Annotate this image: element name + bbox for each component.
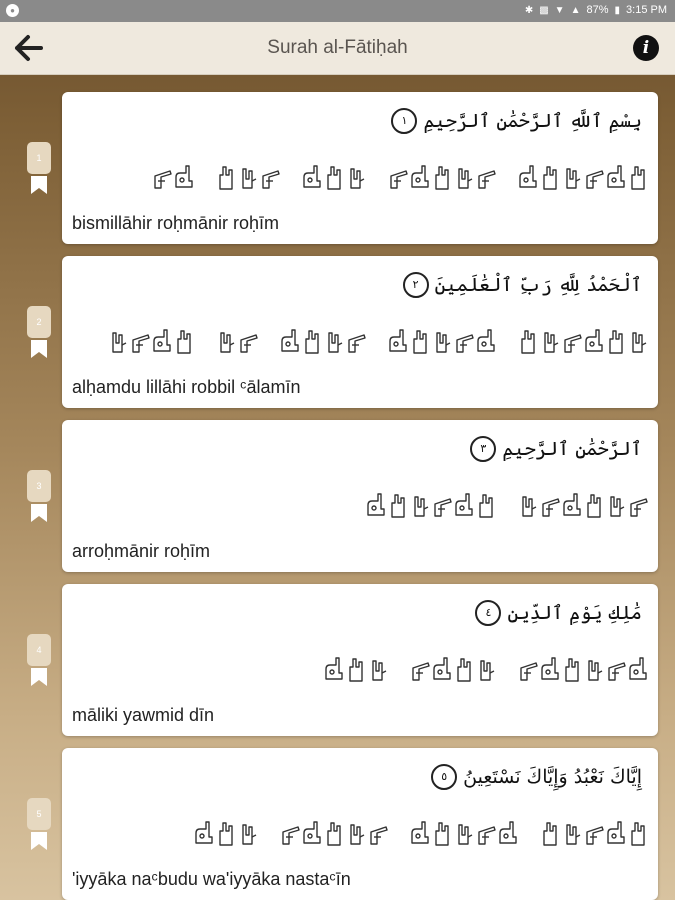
hand-sign-icon xyxy=(626,161,648,195)
hand-sign-icon xyxy=(538,653,560,687)
verse-number: 5 xyxy=(27,798,51,830)
hand-sign-icon xyxy=(366,653,388,687)
hand-sign-icon xyxy=(430,489,452,523)
arabic-text: بِسْمِ ٱللَّهِ ٱلرَّحْمَٰنِ ٱلرَّحِيمِ xyxy=(423,110,642,132)
hand-sign-icon xyxy=(214,817,236,851)
ayah-marker-icon: ٥ xyxy=(431,764,457,790)
verse-card-5[interactable] xyxy=(62,748,658,900)
sign-language-row xyxy=(150,158,648,198)
hand-sign-icon xyxy=(192,817,214,851)
hand-sign-icon xyxy=(582,325,604,359)
hand-sign-icon xyxy=(604,653,626,687)
battery-icon: ▮ xyxy=(614,4,621,16)
hand-sign-icon xyxy=(560,817,582,851)
hand-sign-icon xyxy=(344,653,366,687)
arabic-verse xyxy=(431,764,642,790)
hand-sign-icon xyxy=(322,817,344,851)
hand-sign-icon xyxy=(128,325,150,359)
hand-sign-icon xyxy=(322,161,344,195)
wifi-icon: ▼ xyxy=(554,4,565,16)
hand-sign-icon xyxy=(604,325,626,359)
hand-sign-icon xyxy=(516,489,538,523)
verse-number: 3 xyxy=(27,470,51,502)
hand-sign-icon xyxy=(496,817,518,851)
hand-sign-icon xyxy=(582,489,604,523)
hand-sign-icon xyxy=(386,489,408,523)
transliteration: bismillāhir roḥmānir roḥīm xyxy=(72,213,280,233)
arabic-text: ٱلْحَمْدُ لِلَّهِ رَبِّ ٱلْعَٰلَمِينَ xyxy=(434,274,642,296)
hand-sign-icon xyxy=(386,325,408,359)
hand-sign-icon xyxy=(430,325,452,359)
hand-sign-icon xyxy=(408,489,430,523)
hand-sign-icon xyxy=(560,161,582,195)
sign-word-group xyxy=(278,325,366,359)
notification-icon: ● xyxy=(6,4,19,17)
ayah-marker-icon: ٢ xyxy=(403,272,429,298)
sign-word-group xyxy=(408,817,518,851)
hand-sign-icon xyxy=(474,817,496,851)
bookmark-icon xyxy=(30,832,48,850)
hand-sign-icon xyxy=(278,325,300,359)
hand-sign-icon xyxy=(474,653,496,687)
arabic-text: إِيَّاكَ نَعْبُدُ وَإِيَّاكَ نَسْتَعِينُ xyxy=(463,766,642,788)
hand-sign-icon xyxy=(408,817,430,851)
hand-sign-icon xyxy=(626,653,648,687)
hand-sign-icon xyxy=(214,161,236,195)
hand-sign-icon xyxy=(430,817,452,851)
hand-sign-icon xyxy=(538,489,560,523)
hand-sign-icon xyxy=(408,325,430,359)
status-bar-right xyxy=(525,4,667,16)
hand-sign-icon xyxy=(150,325,172,359)
sign-word-group xyxy=(516,325,648,359)
sign-word-group xyxy=(516,489,648,523)
clock: 3:15 PM xyxy=(626,4,667,16)
hand-sign-icon xyxy=(344,161,366,195)
hand-sign-icon xyxy=(452,817,474,851)
hand-sign-icon xyxy=(106,325,128,359)
sign-word-group xyxy=(278,817,388,851)
sign-language-row xyxy=(364,486,648,526)
hand-sign-icon xyxy=(626,489,648,523)
hand-sign-icon xyxy=(408,161,430,195)
bookmark-icon xyxy=(30,668,48,686)
sign-word-group xyxy=(386,161,496,195)
ayah-marker-icon: ١ xyxy=(391,108,417,134)
hand-sign-icon xyxy=(626,817,648,851)
hand-sign-icon xyxy=(560,325,582,359)
hand-sign-icon xyxy=(300,325,322,359)
hand-sign-icon xyxy=(560,653,582,687)
hand-sign-icon xyxy=(258,161,280,195)
hand-sign-icon xyxy=(300,817,322,851)
app-bar xyxy=(0,22,675,75)
hand-sign-icon xyxy=(452,161,474,195)
verse-card-4[interactable] xyxy=(62,584,658,736)
arabic-text: مَٰلِكِ يَوْمِ ٱلدِّينِ xyxy=(507,602,642,624)
sign-word-group xyxy=(214,161,280,195)
hand-sign-icon xyxy=(344,817,366,851)
sign-word-group xyxy=(386,325,496,359)
hand-sign-icon xyxy=(474,489,496,523)
info-icon: i xyxy=(642,38,650,58)
hand-sign-icon xyxy=(452,489,474,523)
hand-sign-icon xyxy=(364,489,386,523)
verse-bookmark-3[interactable] xyxy=(27,470,51,522)
transliteration: alḥamdu lillāhi robbil ᶜālamīn xyxy=(72,377,301,397)
bookmark-icon xyxy=(30,340,48,358)
sign-word-group xyxy=(150,161,194,195)
hand-sign-icon xyxy=(322,325,344,359)
sign-word-group xyxy=(106,325,194,359)
hand-sign-icon xyxy=(236,161,258,195)
hand-sign-icon xyxy=(214,325,236,359)
arabic-verse xyxy=(475,600,642,626)
verse-card-1[interactable] xyxy=(62,92,658,244)
hand-sign-icon xyxy=(582,653,604,687)
sign-word-group xyxy=(300,161,366,195)
bookmark-icon xyxy=(30,176,48,194)
sign-language-row xyxy=(192,814,648,854)
arabic-verse xyxy=(470,436,642,462)
verse-bookmark-2[interactable] xyxy=(27,306,51,358)
verse-card-2[interactable] xyxy=(62,256,658,408)
battery-level: 87% xyxy=(586,4,609,16)
hand-sign-icon xyxy=(430,653,452,687)
hand-sign-icon xyxy=(452,653,474,687)
ayah-marker-icon: ٤ xyxy=(475,600,501,626)
ayah-marker-icon: ٣ xyxy=(470,436,496,462)
bluetooth-icon: ✱ xyxy=(524,4,534,16)
sign-word-group xyxy=(408,653,496,687)
hand-sign-icon xyxy=(300,161,322,195)
sign-word-group xyxy=(364,489,496,523)
hand-sign-icon xyxy=(582,817,604,851)
hand-sign-icon xyxy=(344,325,366,359)
hand-sign-icon xyxy=(366,817,388,851)
sign-word-group xyxy=(322,653,388,687)
arabic-verse xyxy=(391,108,642,134)
hand-sign-icon xyxy=(474,325,496,359)
hand-sign-icon xyxy=(172,161,194,195)
hand-sign-icon xyxy=(430,161,452,195)
sign-word-group xyxy=(214,325,258,359)
hand-sign-icon xyxy=(172,325,194,359)
sign-word-group xyxy=(538,817,648,851)
hand-sign-icon xyxy=(386,161,408,195)
hand-sign-icon xyxy=(560,489,582,523)
bookmark-icon xyxy=(30,504,48,522)
hand-sign-icon xyxy=(278,817,300,851)
sign-language-row xyxy=(322,650,648,690)
hand-sign-icon xyxy=(408,653,430,687)
verse-bookmark-5[interactable] xyxy=(27,798,51,850)
hand-sign-icon xyxy=(604,817,626,851)
hand-sign-icon xyxy=(236,325,258,359)
verse-bookmark-1[interactable] xyxy=(27,142,51,194)
hand-sign-icon xyxy=(452,325,474,359)
sign-word-group xyxy=(192,817,258,851)
sign-language-row xyxy=(106,322,648,362)
status-bar xyxy=(0,0,675,22)
verse-number: 1 xyxy=(27,142,51,174)
hand-sign-icon xyxy=(582,161,604,195)
transliteration: 'iyyāka naᶜbudu wa'iyyāka nastaᶜīn xyxy=(72,869,351,889)
hand-sign-icon xyxy=(604,489,626,523)
hand-sign-icon xyxy=(516,325,538,359)
verse-number: 2 xyxy=(27,306,51,338)
hand-sign-icon xyxy=(516,161,538,195)
page-title: Surah al-Fātiḥah xyxy=(267,37,408,58)
arabic-text: ٱلرَّحْمَٰنِ ٱلرَّحِيمِ xyxy=(502,438,642,460)
hand-sign-icon xyxy=(516,653,538,687)
sign-word-group xyxy=(516,653,648,687)
verse-number: 4 xyxy=(27,634,51,666)
hand-sign-icon xyxy=(538,161,560,195)
verse-card-3[interactable] xyxy=(62,420,658,572)
arabic-verse xyxy=(403,272,642,298)
transliteration: arroḥmānir roḥīm xyxy=(72,541,211,561)
hand-sign-icon xyxy=(322,653,344,687)
sign-word-group xyxy=(516,161,648,195)
vibrate-icon: ▩ xyxy=(539,4,549,16)
verse-bookmark-4[interactable] xyxy=(27,634,51,686)
transliteration: māliki yawmid dīn xyxy=(72,705,215,725)
hand-sign-icon xyxy=(626,325,648,359)
signal-icon: ▲ xyxy=(570,4,581,16)
info-button[interactable] xyxy=(633,35,659,61)
hand-sign-icon xyxy=(604,161,626,195)
hand-sign-icon xyxy=(236,817,258,851)
hand-sign-icon xyxy=(538,817,560,851)
hand-sign-icon xyxy=(150,161,172,195)
hand-sign-icon xyxy=(538,325,560,359)
hand-sign-icon xyxy=(474,161,496,195)
